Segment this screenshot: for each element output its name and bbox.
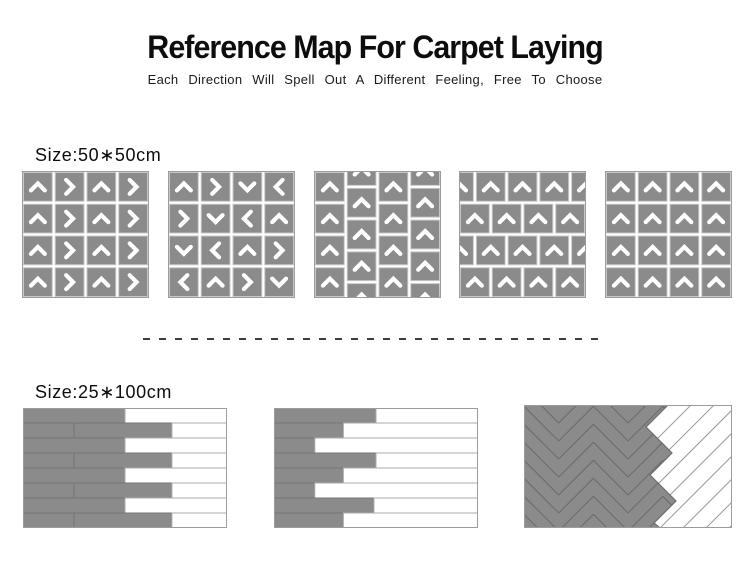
carpet-tile [119, 236, 148, 265]
carpet-tile [264, 172, 293, 201]
carpet-tile [410, 188, 439, 217]
carpet-plank-white [172, 423, 227, 438]
grid-up-right-columns [22, 171, 149, 298]
carpet-tile [638, 236, 667, 265]
carpet-tile [638, 204, 667, 233]
carpet-tile [556, 204, 585, 233]
carpet-tile [670, 236, 699, 265]
carpet-tile [315, 236, 344, 265]
carpet-tile [670, 204, 699, 233]
carpet-plank-white [125, 498, 227, 513]
carpet-tile [702, 204, 731, 233]
carpet-tile [540, 172, 569, 201]
carpet-tile [264, 204, 293, 233]
carpet-tile [23, 268, 52, 297]
carpet-plank-white [172, 453, 227, 468]
carpet-tile [606, 236, 635, 265]
carpet-tile [315, 172, 344, 201]
carpet-plank-gray [274, 438, 315, 453]
carpet-plank-white [343, 513, 478, 528]
carpet-tile [638, 268, 667, 297]
carpet-plank-gray [274, 468, 343, 483]
carpet-plank-gray [23, 513, 74, 528]
carpet-tile [233, 236, 262, 265]
carpet-tile [508, 172, 537, 201]
carpet-plank-gray [23, 453, 74, 468]
grid-vertical-half-offset [314, 171, 441, 298]
carpet-plank-white [376, 408, 478, 423]
carpet-tile [201, 172, 230, 201]
carpet-tile [23, 204, 52, 233]
carpet-tile [378, 172, 407, 201]
carpet-tile [87, 172, 116, 201]
carpet-plank-gray [74, 513, 172, 528]
carpet-plank-gray [23, 438, 125, 453]
carpet-plank-white [125, 468, 227, 483]
carpet-plank-gray [74, 483, 172, 498]
carpet-plank-white [373, 498, 477, 513]
grid-horizontal-half-offset [459, 171, 586, 298]
carpet-tile [461, 268, 490, 297]
carpet-tile [524, 204, 553, 233]
carpet-plank-gray [74, 423, 172, 438]
carpet-tile [556, 268, 585, 297]
carpet-plank-gray [23, 468, 125, 483]
carpet-tile [347, 252, 376, 281]
carpet-plank-gray [23, 423, 74, 438]
carpet-plank-white [314, 483, 477, 498]
carpet-tile [378, 236, 407, 265]
planks-half-offset [23, 408, 227, 528]
carpet-tile [264, 236, 293, 265]
carpet-tile [55, 268, 84, 297]
carpet-tile [119, 268, 148, 297]
carpet-tile [378, 268, 407, 297]
carpet-tile [508, 236, 537, 265]
grid-all-up [605, 171, 732, 298]
carpet-plank-white [343, 423, 478, 438]
carpet-plank-white [376, 453, 478, 468]
carpet-tile [347, 188, 376, 217]
size-label-25x100: Size:25∗100cm [35, 382, 172, 402]
plank-pattern-row [23, 405, 732, 528]
grid-rotating-directions [168, 171, 295, 298]
carpet-tile [606, 172, 635, 201]
carpet-tile [201, 204, 230, 233]
carpet-tile [702, 172, 731, 201]
carpet-plank-gray [23, 498, 125, 513]
carpet-tile [477, 236, 506, 265]
carpet-tile [233, 204, 262, 233]
carpet-tile [23, 236, 52, 265]
carpet-plank-white [125, 408, 227, 423]
carpet-tile [201, 236, 230, 265]
carpet-tile [201, 268, 230, 297]
carpet-tile [606, 268, 635, 297]
carpet-tile [410, 220, 439, 249]
planks-herringbone [524, 405, 732, 528]
carpet-tile [606, 204, 635, 233]
carpet-tile [119, 172, 148, 201]
carpet-plank-gray [274, 498, 374, 513]
carpet-tile [410, 252, 439, 281]
carpet-tile [477, 172, 506, 201]
carpet-plank-gray [274, 513, 343, 528]
carpet-tile [119, 204, 148, 233]
carpet-plank-white [314, 438, 477, 453]
carpet-plank-white [172, 483, 227, 498]
carpet-tile [233, 172, 262, 201]
carpet-tile [378, 204, 407, 233]
carpet-tile [315, 268, 344, 297]
dashed-divider [143, 338, 605, 340]
carpet-plank-white [343, 468, 478, 483]
carpet-tile [233, 268, 262, 297]
carpet-plank-gray [274, 423, 343, 438]
carpet-plank-white [125, 438, 227, 453]
carpet-tile [638, 172, 667, 201]
carpet-plank-white [172, 513, 227, 528]
carpet-tile [315, 204, 344, 233]
carpet-plank-gray [274, 453, 376, 468]
tile-pattern-row [22, 171, 732, 298]
carpet-tile [492, 268, 521, 297]
carpet-tile [461, 204, 490, 233]
carpet-plank-gray [274, 483, 315, 498]
carpet-tile [169, 268, 198, 297]
carpet-tile [264, 268, 293, 297]
page-subtitle: Each Direction Will Spell Out A Different Feeling, Free To Choose [147, 72, 603, 87]
carpet-tile [702, 268, 731, 297]
carpet-tile [702, 236, 731, 265]
carpet-tile [670, 268, 699, 297]
carpet-tile [524, 268, 553, 297]
planks-third-staircase [274, 408, 478, 528]
carpet-tile [670, 172, 699, 201]
carpet-plank-gray [23, 408, 125, 423]
carpet-tile [87, 204, 116, 233]
carpet-plank-gray [274, 408, 376, 423]
carpet-tile [23, 172, 52, 201]
carpet-tile [55, 172, 84, 201]
carpet-tile [55, 236, 84, 265]
carpet-tile [347, 220, 376, 249]
carpet-tile [169, 204, 198, 233]
carpet-tile [87, 268, 116, 297]
carpet-tile [169, 236, 198, 265]
carpet-tile [87, 236, 116, 265]
carpet-tile [492, 204, 521, 233]
carpet-tile [540, 236, 569, 265]
carpet-plank-gray [74, 453, 172, 468]
carpet-tile [55, 204, 84, 233]
page-title: Reference Map For Carpet Laying [147, 29, 603, 65]
carpet-tile [347, 171, 376, 185]
carpet-plank-gray [23, 483, 74, 498]
size-label-50x50: Size:50∗50cm [35, 145, 162, 165]
carpet-tile [410, 171, 439, 185]
carpet-tile [169, 172, 198, 201]
